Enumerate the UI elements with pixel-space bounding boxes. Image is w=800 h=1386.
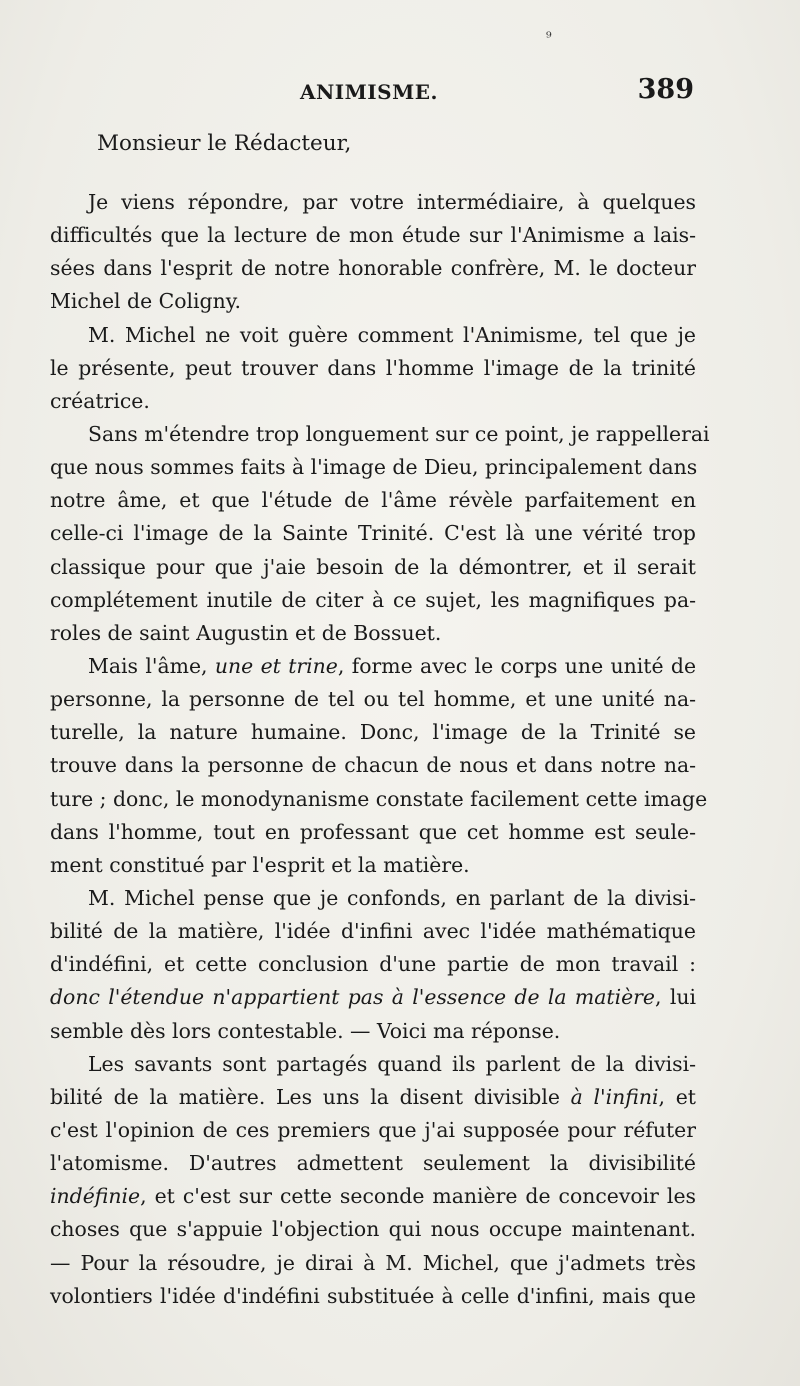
- page-number: 389: [637, 74, 694, 105]
- text-line: bilité de la matière, l'idée d'infini avec l'idée mathématique: [50, 919, 696, 944]
- text-line: complétement inutile de citer à ce sujet, les magnifiques pa-: [50, 587, 696, 612]
- text-line: créatrice.: [50, 388, 150, 413]
- text-line: difficultés que la lecture de mon étude sur l'Animisme a lais-: [50, 223, 696, 248]
- text-line: semble dès lors contestable. — Voici ma réponse.: [50, 1018, 561, 1043]
- text-line: [50, 1081, 696, 1114]
- text-run: Mais l'âme,: [88, 653, 215, 678]
- stray-ink-mark: ⁹: [546, 30, 552, 46]
- text-line: choses que s'appuie l'objection qui nous occupe maintenant.: [50, 1217, 696, 1242]
- text-line: Les savants sont partagés quand ils parlent de la divisi-: [88, 1051, 696, 1076]
- letter-body: [50, 186, 710, 1313]
- text-line: [50, 650, 696, 683]
- text-run: bilité de la matière. Les uns la disent divisible: [50, 1084, 571, 1109]
- text-line: classique pour que j'aie besoin de la démontrer, et il serait: [50, 554, 696, 579]
- text-line: volontiers l'idée d'indéfini substituée à celle d'infini, mais que: [50, 1283, 696, 1308]
- italic-run: donc l'étendue n'appartient pas à l'essence de la matière: [50, 985, 655, 1010]
- text-line: notre âme, et que l'étude de l'âme révèle parfaitement en: [50, 488, 696, 513]
- text-line: Michel de Coligny.: [50, 289, 242, 314]
- text-line: celle-ci l'image de la Sainte Trinité. C'est là une vérité trop: [50, 521, 696, 546]
- italic-run: une et trine: [214, 653, 338, 678]
- italic-run: à l'infini: [570, 1084, 659, 1109]
- text-line: turelle, la nature humaine. Donc, l'image de la Trinité se: [50, 720, 696, 745]
- text-line: trouve dans la personne de chacun de nous et dans notre na-: [50, 753, 696, 778]
- running-head: [50, 74, 694, 110]
- text-line: — Pour la résoudre, je dirai à M. Michel, que j'admets très: [50, 1250, 696, 1275]
- text-line: sées dans l'esprit de notre honorable confrère, M. le docteur: [50, 256, 696, 281]
- text-line: ture ; donc, le monodynanisme constate facilement cette image: [50, 786, 708, 811]
- text-run: , forme avec le corps une unité de: [337, 653, 697, 678]
- text-line: l'atomisme. D'autres admettent seulement la divisibilité: [50, 1151, 696, 1176]
- text-line: c'est l'opinion de ces premiers que j'ai supposée pour réfuter: [50, 1117, 696, 1142]
- text-line: personne, la personne de tel ou tel homme, et une unité na-: [50, 687, 696, 712]
- salutation: Monsieur le Rédacteur,: [97, 131, 352, 156]
- text-line: roles de saint Augustin et de Bossuet.: [50, 620, 442, 645]
- text-line: que nous sommes faits à l'image de Dieu, principalement dans: [50, 455, 698, 480]
- text-line: le présente, peut trouver dans l'homme l'image de la trinité: [50, 355, 696, 380]
- text-line: d'indéfini, et cette conclusion d'une partie de mon travail :: [50, 952, 696, 977]
- text-run: , et c'est sur cette seconde manière de concevoir les: [140, 1184, 696, 1209]
- text-run: , et: [658, 1084, 696, 1109]
- text-line: Je viens répondre, par votre intermédiaire, à quelques: [88, 190, 696, 214]
- text-line: M. Michel pense que je confonds, en parlant de la divisi-: [88, 885, 696, 910]
- text-line: [50, 981, 696, 1014]
- text-line: Sans m'étendre trop longuement sur ce point, je rappellerai: [88, 421, 710, 446]
- text-line: [50, 1180, 696, 1213]
- italic-run: indéfinie: [50, 1184, 141, 1209]
- text-line: ment constitué par l'esprit et la matière.: [50, 852, 470, 877]
- text-line: dans l'homme, tout en professant que cet homme est seule-: [50, 819, 696, 844]
- text-run: , lui: [655, 985, 696, 1010]
- text-line: M. Michel ne voit guère comment l'Animisme, tel que je: [88, 322, 696, 347]
- running-title: ANIMISME.: [300, 80, 438, 104]
